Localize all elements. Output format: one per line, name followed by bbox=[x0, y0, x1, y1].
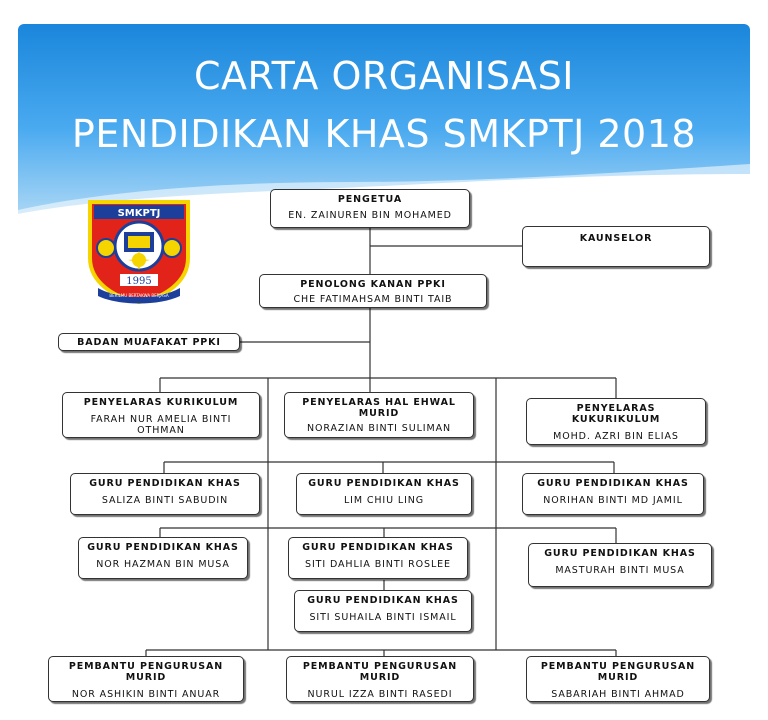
node-role: PEMBANTU PENGURUSAN MURID bbox=[302, 661, 458, 683]
chart-title-line-2: PENDIDIKAN KHAS SMKPTJ 2018 bbox=[71, 112, 697, 156]
node-name: NORAZIAN BINTI SULIMAN bbox=[307, 423, 451, 434]
node-guru-7 bbox=[294, 590, 472, 632]
node-name: NOR ASHIKIN BINTI ANUAR bbox=[71, 689, 221, 700]
logo-year: 1995 bbox=[126, 276, 152, 287]
node-role: GURU PENDIDIKAN KHAS bbox=[89, 478, 241, 489]
node-name: MOHD. AZRI BIN ELIAS bbox=[553, 431, 679, 442]
node-role: PENOLONG KANAN PPKI bbox=[300, 279, 446, 290]
node-guru-3 bbox=[522, 473, 704, 515]
chart-title-line-1: CARTA ORGANISASI bbox=[193, 54, 575, 98]
node-penyelaras-kurikulum bbox=[62, 392, 260, 438]
node-role: GURU PENDIDIKAN KHAS bbox=[537, 478, 689, 489]
node-role: PENYELARAS KUKURIKULUM bbox=[571, 403, 661, 425]
node-name: CHE FATIMAHSAM BINTI TAIB bbox=[293, 294, 453, 305]
node-pengetua bbox=[270, 189, 470, 228]
node-name: FARAH NUR AMELIA BINTI OTHMAN bbox=[90, 414, 232, 436]
node-role: PENYELARAS HAL EHWAL MURID bbox=[302, 397, 456, 419]
node-name: SABARIAH BINTI AHMAD bbox=[551, 689, 685, 700]
node-guru-6 bbox=[528, 543, 712, 587]
node-ppm-3 bbox=[526, 656, 710, 702]
node-name: SITI SUHAILA BINTI ISMAIL bbox=[309, 612, 457, 623]
node-penyelaras-hem bbox=[284, 392, 474, 438]
node-role: GURU PENDIDIKAN KHAS bbox=[544, 548, 696, 559]
node-name: EN. ZAINUREN BIN MOHAMED bbox=[288, 210, 452, 221]
node-name: MASTURAH BINTI MUSA bbox=[555, 565, 685, 576]
node-role: GURU PENDIDIKAN KHAS bbox=[308, 478, 460, 489]
node-name: NURUL IZZA BINTI RASEDI bbox=[307, 689, 453, 700]
node-name: LIM CHIU LING bbox=[343, 495, 425, 506]
node-role: GURU PENDIDIKAN KHAS bbox=[302, 542, 454, 553]
node-name: NORIHAN BINTI MD JAMIL bbox=[543, 495, 683, 506]
node-role: KAUNSELOR bbox=[579, 233, 653, 244]
node-role: GURU PENDIDIKAN KHAS bbox=[87, 542, 239, 553]
node-ppm-1 bbox=[48, 656, 244, 702]
node-role: BADAN MUAFAKAT PPKI bbox=[77, 336, 221, 348]
node-role: PENGETUA bbox=[337, 194, 403, 205]
node-penyelaras-kokurikulum bbox=[526, 398, 706, 445]
node-role: GURU PENDIDIKAN KHAS bbox=[307, 595, 459, 606]
logo-top-text: SMKPTJ bbox=[117, 208, 161, 219]
node-penolong-kanan bbox=[259, 274, 487, 308]
node-role: PEMBANTU PENGURUSAN MURID bbox=[68, 661, 224, 683]
node-guru-5 bbox=[288, 537, 468, 579]
logo-motto: BERILMU BERTAKWA BERJASA bbox=[109, 293, 169, 298]
node-ppm-2 bbox=[286, 656, 474, 702]
node-kaunselor bbox=[522, 226, 710, 267]
node-guru-4 bbox=[78, 537, 248, 579]
node-guru-1 bbox=[70, 473, 260, 515]
node-name: NOR HAZMAN BIN MUSA bbox=[96, 559, 230, 570]
node-name: SITI DAHLIA BINTI ROSLEE bbox=[305, 559, 451, 570]
node-guru-2 bbox=[296, 473, 472, 515]
node-badan-muafakat bbox=[58, 333, 240, 351]
node-role: PEMBANTU PENGURUSAN MURID bbox=[540, 661, 696, 683]
node-name: SALIZA BINTI SABUDIN bbox=[101, 495, 229, 506]
node-role: PENYELARAS KURIKULUM bbox=[83, 397, 239, 408]
